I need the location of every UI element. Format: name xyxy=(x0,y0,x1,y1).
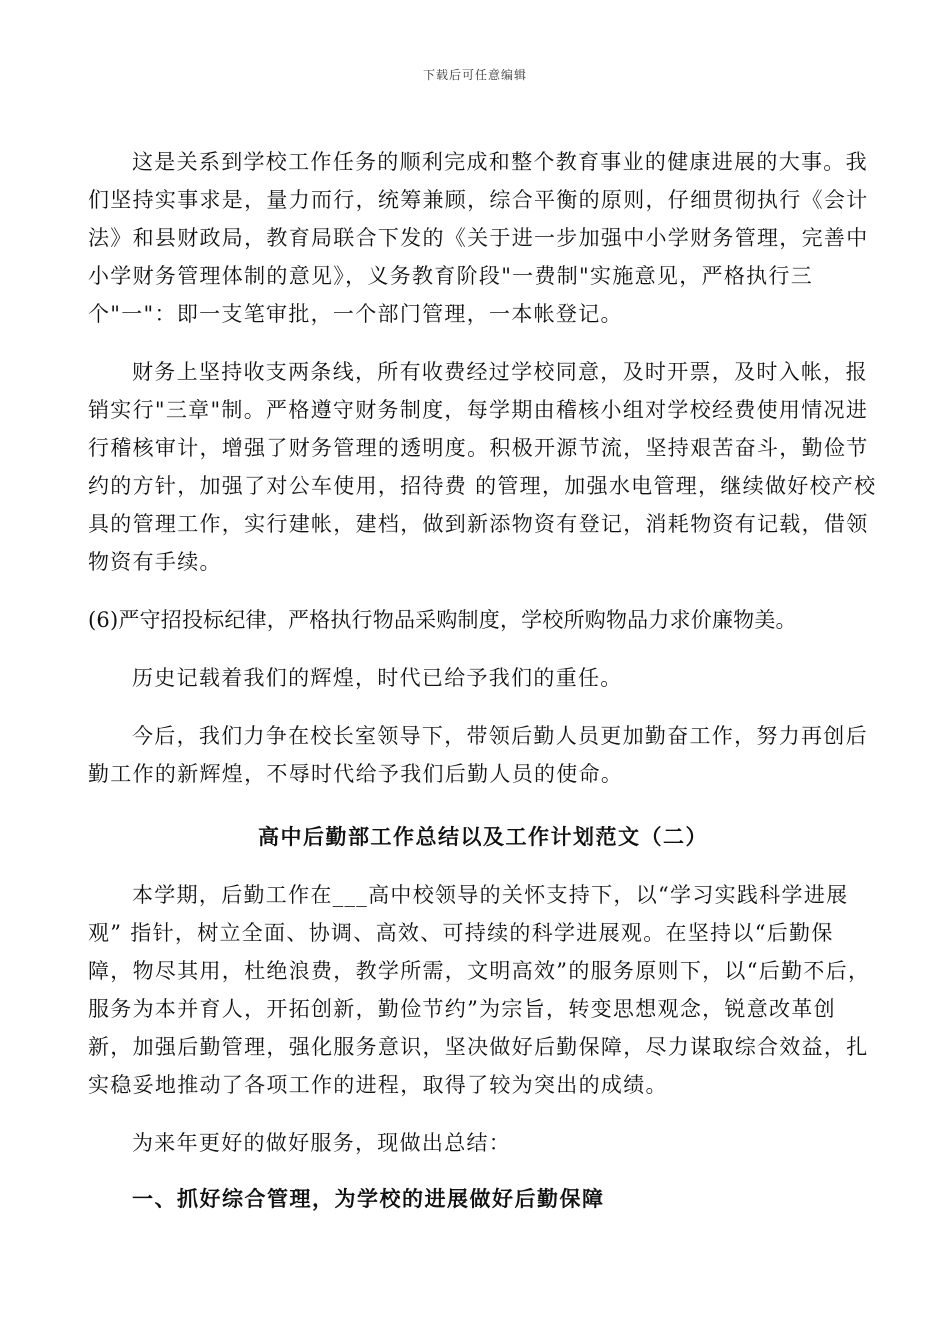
paragraph-future: 今后，我们力争在校长室领导下，带领后勤人员更加勤奋工作，努力再创后勤工作的新辉煌，不辱时代给予我们后勤人员的使命。 xyxy=(88,724,868,786)
paragraph-history: 历史记载着我们的辉煌，时代已给予我们的重任。 xyxy=(132,666,623,690)
paragraph-semester-summary: 本学期，后勤工作在___高中校领导的关怀支持下，以“学习实践科学进展观” 指针，树立全面、协调、高效、可持续的科学进展观。在坚持以“后勤保障，物尽其用，杜绝浪费，教学所需，文明高效”的服务原则下，以“后勤不后，服务为本并育人，开拓创新，勤俭节约”为宗旨，转变思想观念，锐意改革创新，加强后勤管理，强化服务意识，坚决做好后勤保障，尽力谋取综合效益，扎实稳妥地推动了各项工作的进程，取得了较为突出的成绩。 xyxy=(88,883,871,1097)
document-body xyxy=(88,143,878,1218)
page-header: 下载后可任意编辑 xyxy=(422,68,527,82)
paragraph-finance-principles: 这是关系到学校工作任务的顺利完成和整个教育事业的健康进展的大事。我们坚持实事求是，量力而行，统筹兼顾，综合平衡的原则，仔细贯彻执行《会计法》和县财政局，教育局联合下发的《关于进一步加强中小学财务管理，完善中小学财务管理体制的意见》，义务教育阶段"一费制"实施意见，严格执行三个"一"：即一支笔审批，一个部门管理，一本帐登记。 xyxy=(88,150,869,326)
paragraph-summary-intro: 为来年更好的做好服务，现做出总结： xyxy=(132,1131,512,1155)
paragraph-procurement: (6)严守招投标纪律，严格执行物品采购制度，学校所购物品力求价廉物美。 xyxy=(88,608,797,632)
paragraph-finance-management: 财务上坚持收支两条线，所有收费经过学校同意，及时开票，及时入帐，报销实行"三章"制。严格遵守财务制度，每学期由稽核小组对学校经费使用情况进行稽核审计，增强了财务管理的透明度。积极开源节流，坚持艰苦奋斗，勤俭节约的方针，加强了对公车使用，招待费 的管理，加强水电管理，继续做好校产校具的管理工作，实行建帐，建档，做到新添物资有登记，消耗物资有记载，借领物资有手续。 xyxy=(88,360,877,574)
subheading-comprehensive-management: 一、抓好综合管理，为学校的进展做好后勤保障 xyxy=(132,1186,605,1211)
section-title: 高中后勤部工作总结以及工作计划范文（二） xyxy=(258,824,708,849)
